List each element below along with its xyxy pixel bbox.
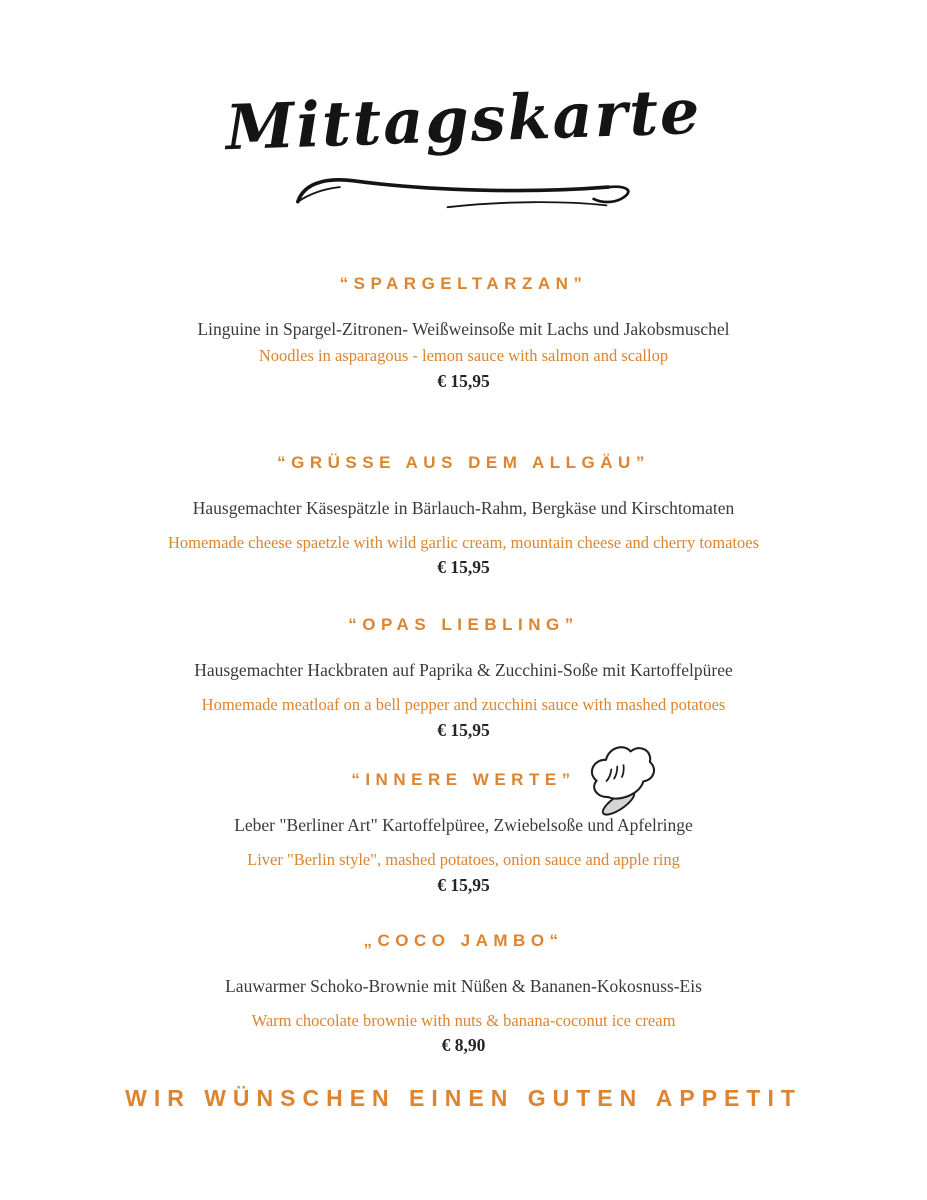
menu-item-innere-werte <box>0 771 927 896</box>
menu-header <box>0 74 927 209</box>
item-description-german: Linguine in Spargel-Zitronen- Weißweinsoße mit Lachs und Jakobsmuschel <box>197 319 730 340</box>
item-description-german: Lauwarmer Schoko-Brownie mit Nüßen & Bananen-Kokosnuss-Eis <box>225 975 702 996</box>
item-price: € 15,95 <box>437 557 490 578</box>
item-description-german: Hausgemachter Käsespätzle in Bärlauch-Rahm, Bergkäse und Kirschtomaten <box>192 497 735 518</box>
page-title: Mittagskarte <box>224 74 703 165</box>
item-name: “SPARGELTARZAN” <box>339 274 588 294</box>
underline-flourish-icon <box>280 167 648 209</box>
item-description-german: Hausgemachter Hackbraten auf Paprika & Zucchini-Soße mit Kartoffelpüree <box>194 660 733 681</box>
menu-list <box>0 275 927 1057</box>
item-description-english: Warm chocolate brownie with nuts & banana-coconut ice cream <box>251 1010 676 1030</box>
item-description-german: Leber "Berliner Art" Kartoffelpüree, Zwiebelsoße und Apfelringe <box>234 815 693 836</box>
item-price: € 8,90 <box>441 1035 486 1056</box>
item-description-english: Noodles in asparagous - lemon sauce with salmon and scallop <box>258 346 669 366</box>
item-description-english: Homemade meatloaf on a bell pepper and zucchini sauce with mashed potatoes <box>201 694 726 714</box>
item-name: “GRÜSSE AUS DEM ALLGÄU” <box>277 452 650 472</box>
item-price: € 15,95 <box>437 874 490 895</box>
menu-item-gruesse-aus-dem-allgaeu <box>0 454 927 579</box>
item-price: € 15,95 <box>437 719 490 740</box>
menu-item-spargeltarzan <box>0 275 927 392</box>
item-description-english: Homemade cheese spaetzle with wild garlic cream, mountain cheese and cherry tomatoes <box>167 532 759 552</box>
item-description-english: Liver "Berlin style", mashed potatoes, onion sauce and apple ring <box>247 850 680 870</box>
menu-item-opas-liebling <box>0 616 927 741</box>
item-name: “INNERE WERTE” <box>351 770 576 790</box>
menu-item-coco-jambo <box>0 932 927 1057</box>
footer-message: WIR WÜNSCHEN EINEN GUTEN APPETIT <box>125 1085 802 1112</box>
item-price: € 15,95 <box>437 370 490 391</box>
item-name: „COCO JAMBO“ <box>363 930 564 950</box>
item-name: “OPAS LIEBLING” <box>348 615 579 635</box>
chef-hat-icon <box>582 740 662 822</box>
